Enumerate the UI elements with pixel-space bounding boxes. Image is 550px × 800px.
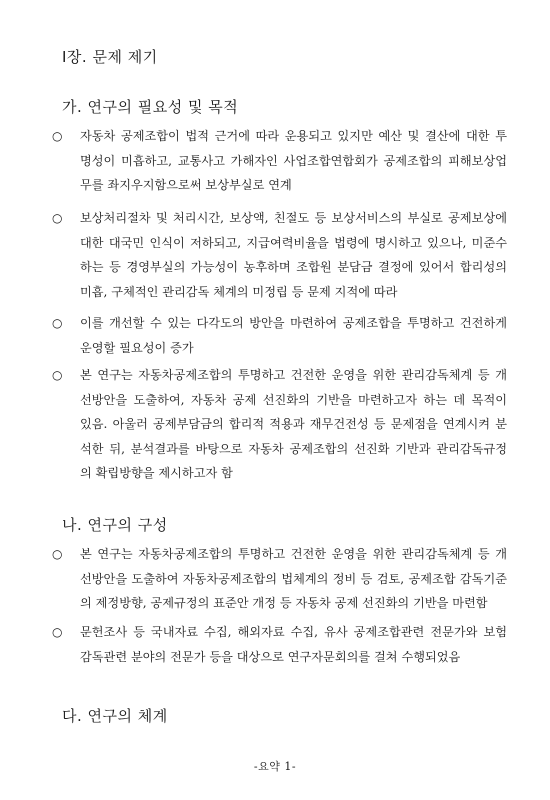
section-heading-purpose: 가. 연구의 필요성 및 목적	[62, 98, 239, 116]
bullet-line: 보상처리절차 및 처리시간, 보상액, 친절도 등 보상서비스의 부실로 공제보상에	[80, 211, 507, 225]
chapter-title: Ⅰ장. 문제 제기	[62, 48, 158, 66]
bullet-line: 무를 좌지우지함으로써 보상부실로 연계	[80, 178, 292, 193]
bullet-line: 본 연구는 자동차공제조합의 투명하고 건전한 운영을 위한 관리감독체계 등 개	[80, 547, 507, 561]
bullet-structure-1	[52, 542, 507, 616]
bullet-line: 의 제정방향, 공제규정의 표준안 개정 등 자동차 공제 선진화의 기반을 마련함	[80, 596, 488, 611]
bullet-structure-2	[52, 620, 507, 669]
circle-bullet-icon: ○	[52, 368, 63, 382]
bullet-line: 명성이 미흡하고, 교통사고 가해자인 사업조합연합회가 공제조합의 피해보상업	[80, 153, 507, 168]
bullet-purpose-3	[52, 311, 507, 360]
circle-bullet-icon: ○	[52, 625, 63, 639]
bullet-line: 운영할 필요성이 증가	[80, 340, 194, 355]
bullet-line: 석한 뒤, 분석결과를 바탕으로 자동차 공제조합의 선진화 기반과 관리감독규정	[80, 441, 507, 456]
page-number: -요약 1-	[253, 760, 297, 773]
bullet-line: 있음. 아울러 공제부담금의 합리적 적용과 재무건전성 등 문제점을 연계시켜 분	[80, 417, 507, 432]
section-heading-framework: 다. 연구의 체계	[62, 707, 168, 725]
bullet-purpose-1	[52, 124, 507, 198]
section-heading-structure: 나. 연구의 구성	[62, 516, 168, 534]
circle-bullet-icon: ○	[52, 129, 63, 143]
bullet-line: 본 연구는 자동차공제조합의 투명하고 건전한 운영을 위한 관리감독체계 등 개	[80, 368, 507, 382]
circle-bullet-icon: ○	[52, 316, 63, 330]
bullet-line: 문헌조사 등 국내자료 수집, 해외자료 수집, 유사 공제조합관련 전문가와 보험	[80, 625, 507, 639]
bullet-line: 자동차 공제조합이 법적 근거에 따라 운용되고 있지만 예산 및 결산에 대한 투	[80, 129, 507, 143]
bullet-line: 의 확립방향을 제시하고자 함	[80, 466, 233, 481]
circle-bullet-icon: ○	[52, 211, 63, 225]
circle-bullet-icon: ○	[52, 547, 63, 561]
bullet-line: 감독관련 분야의 전문가 등을 대상으로 연구자문회의를 걸쳐 수행되었음	[80, 649, 461, 664]
bullet-line: 미흡, 구체적인 관리감독 체계의 미정립 등 문제 지적에 따라	[80, 284, 398, 299]
bullet-line: 선방안을 도출하여, 자동차 공제 선진화의 기반을 마련하고자 하는 데 목적이	[80, 392, 507, 407]
bullet-line: 이를 개선할 수 있는 다각도의 방안을 마련하여 공제조합을 투명하고 건전하게	[80, 316, 507, 330]
bullet-line: 대한 대국민 인식이 저하되고, 지급여력비율을 법령에 명시하고 있으나, 미준수	[80, 235, 507, 250]
bullet-line: 하는 등 경영부실의 가능성이 농후하며 조합원 분담금 결정에 있어서 합리성의	[80, 260, 507, 275]
bullet-purpose-2	[52, 206, 507, 304]
bullet-purpose-4	[52, 363, 507, 486]
bullet-line: 선방안을 도출하여 자동차공제조합의 법체계의 정비 등 검토, 공제조합 감독기준	[80, 571, 507, 586]
